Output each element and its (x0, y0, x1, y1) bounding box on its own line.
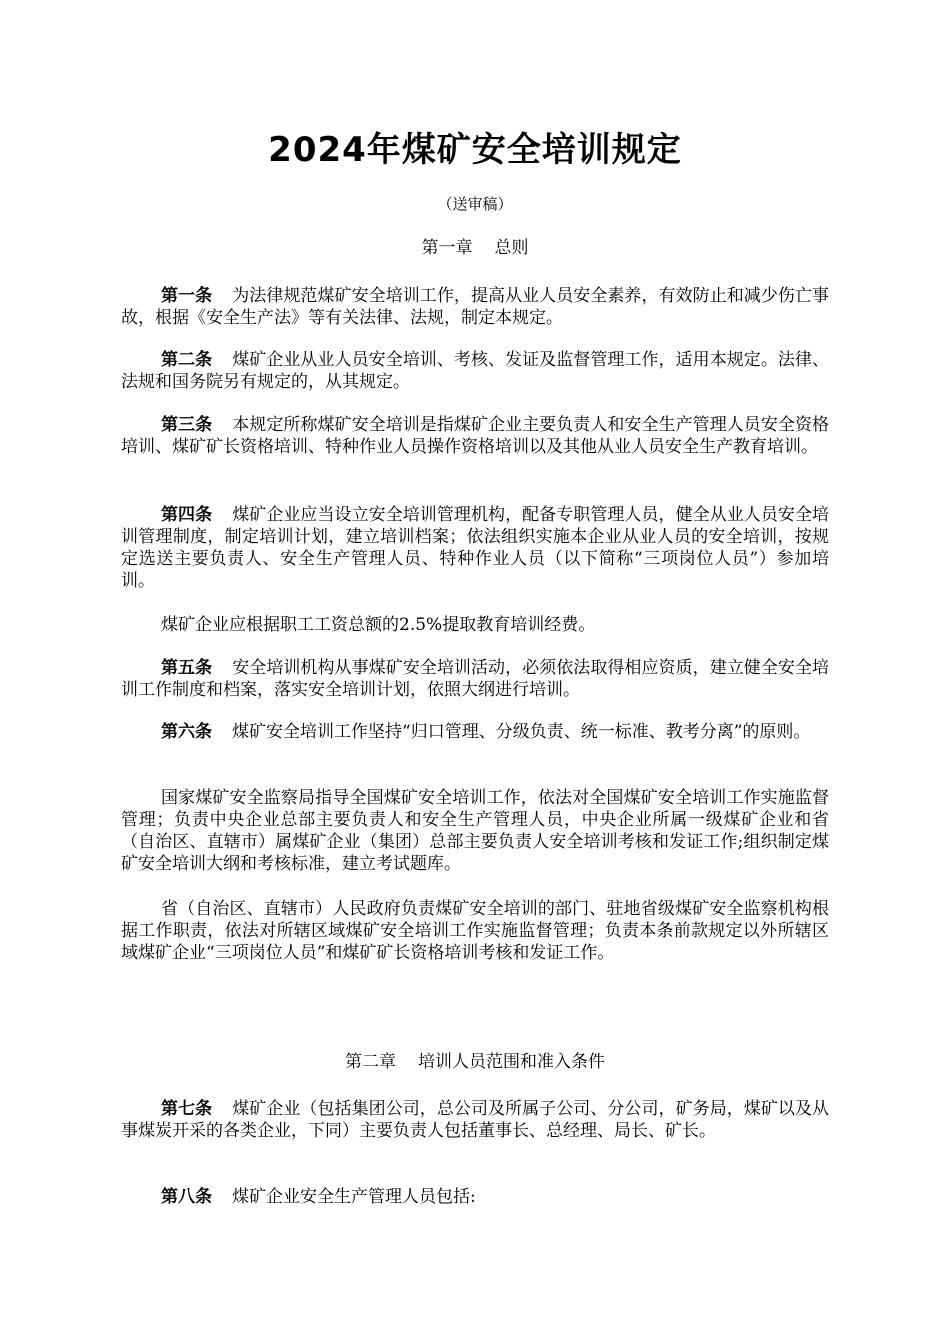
article-7 (121, 1098, 829, 1142)
article-text: 煤矿安全培训工作坚持“归口管理、分级负责、统一标准、教考分离”的原则。 (232, 722, 811, 742)
article-text: 安全培训机构从事煤矿安全培训活动，必须依法取得相应资质，建立健全安全培训工作制度和档案，落实安全培训计划，依照大纲进行培训。 (121, 658, 830, 700)
chapter-name: 总则 (494, 238, 529, 258)
chapter-number: 第一章 (421, 238, 473, 258)
document-title: 2024年煤矿安全培训规定 (268, 130, 682, 170)
article-number: 第四条 (161, 505, 213, 525)
article-4-paragraph-2 (121, 614, 829, 636)
article-1 (121, 285, 829, 329)
article-number: 第三条 (161, 415, 213, 435)
article-text: 煤矿企业安全生产管理人员包括: (232, 1187, 476, 1207)
chapter-number: 第二章 (345, 1052, 396, 1072)
article-text: 为法律规范煤矿安全培训工作，提高从业人员安全素养，有效防止和减少伤亡事故，根据《安全生产法》等有关法律、法规，制定本规定。 (121, 286, 830, 328)
article-6 (121, 721, 829, 743)
article-text: 本规定所称煤矿安全培训是指煤矿企业主要负责人和安全生产管理人员安全资格培训、煤矿矿长资格培训、特种作业人员操作资格培训以及其他从业人员安全生产教育培训。 (121, 415, 830, 457)
article-6-paragraph-3 (121, 898, 829, 964)
chapter-heading-1 (0, 236, 950, 260)
article-4 (121, 504, 829, 592)
article-number: 第五条 (161, 658, 213, 678)
article-text: 煤矿企业（包括集团公司，总公司及所属子公司、分公司，矿务局，煤矿以及从事煤炭开采的各类企业，下同）主要负责人包括董事长、总经理、局长、矿长。 (121, 1099, 830, 1141)
paragraph-text: 煤矿企业应根据职工工资总额的2.5%提取教育培训经费。 (161, 615, 596, 635)
article-number: 第六条 (161, 722, 212, 742)
paragraph-text: 省（自治区、直辖市）人民政府负责煤矿安全培训的部门、驻地省级煤矿安全监察机构根据工作职责，依法对所辖区域煤矿安全培训工作实施监督管理；负责本条前款规定以外所辖区域煤矿企业“三项岗位人员”和煤矿矿长资格培训考核和发证工作。 (121, 899, 829, 963)
article-text: 煤矿企业从业人员安全培训、考核、发证及监督管理工作，适用本规定。法律、法规和国务院另有规定的，从其规定。 (121, 350, 830, 392)
article-number: 第一条 (161, 286, 213, 306)
article-8 (121, 1186, 829, 1208)
article-6-paragraph-2 (121, 787, 829, 875)
paragraph-text: 国家煤矿安全监察局指导全国煤矿安全培训工作，依法对全国煤矿安全培训工作实施监督管理；负责中央企业总部主要负责人和安全生产管理人员，中央企业所属一级煤矿企业和省（自治区、直辖市）属煤矿企业（集团）总部主要负责人安全培训考核和发证工作;组织制定煤矿安全培训大纲和考核标准，建立考试题库。 (121, 788, 829, 874)
chapter-name: 培训人员范围和准入条件 (418, 1052, 605, 1072)
article-5 (121, 657, 829, 701)
article-text: 煤矿企业应当设立安全培训管理机构，配备专职管理人员，健全从业人员安全培训管理制度，制定培训计划，建立培训档案；依法组织实施本企业从业人员的安全培训，按规定选送主要负责人、安全生产管理人员、特种作业人员（以下简称“三项岗位人员”）参加培训。 (121, 505, 830, 591)
article-3 (121, 414, 829, 458)
article-2 (121, 349, 829, 393)
document-subtitle: （送审稿） (437, 195, 513, 213)
chapter-heading-2 (0, 1050, 950, 1074)
article-number: 第七条 (161, 1099, 213, 1119)
article-number: 第二条 (161, 350, 213, 370)
article-number: 第八条 (161, 1187, 212, 1207)
